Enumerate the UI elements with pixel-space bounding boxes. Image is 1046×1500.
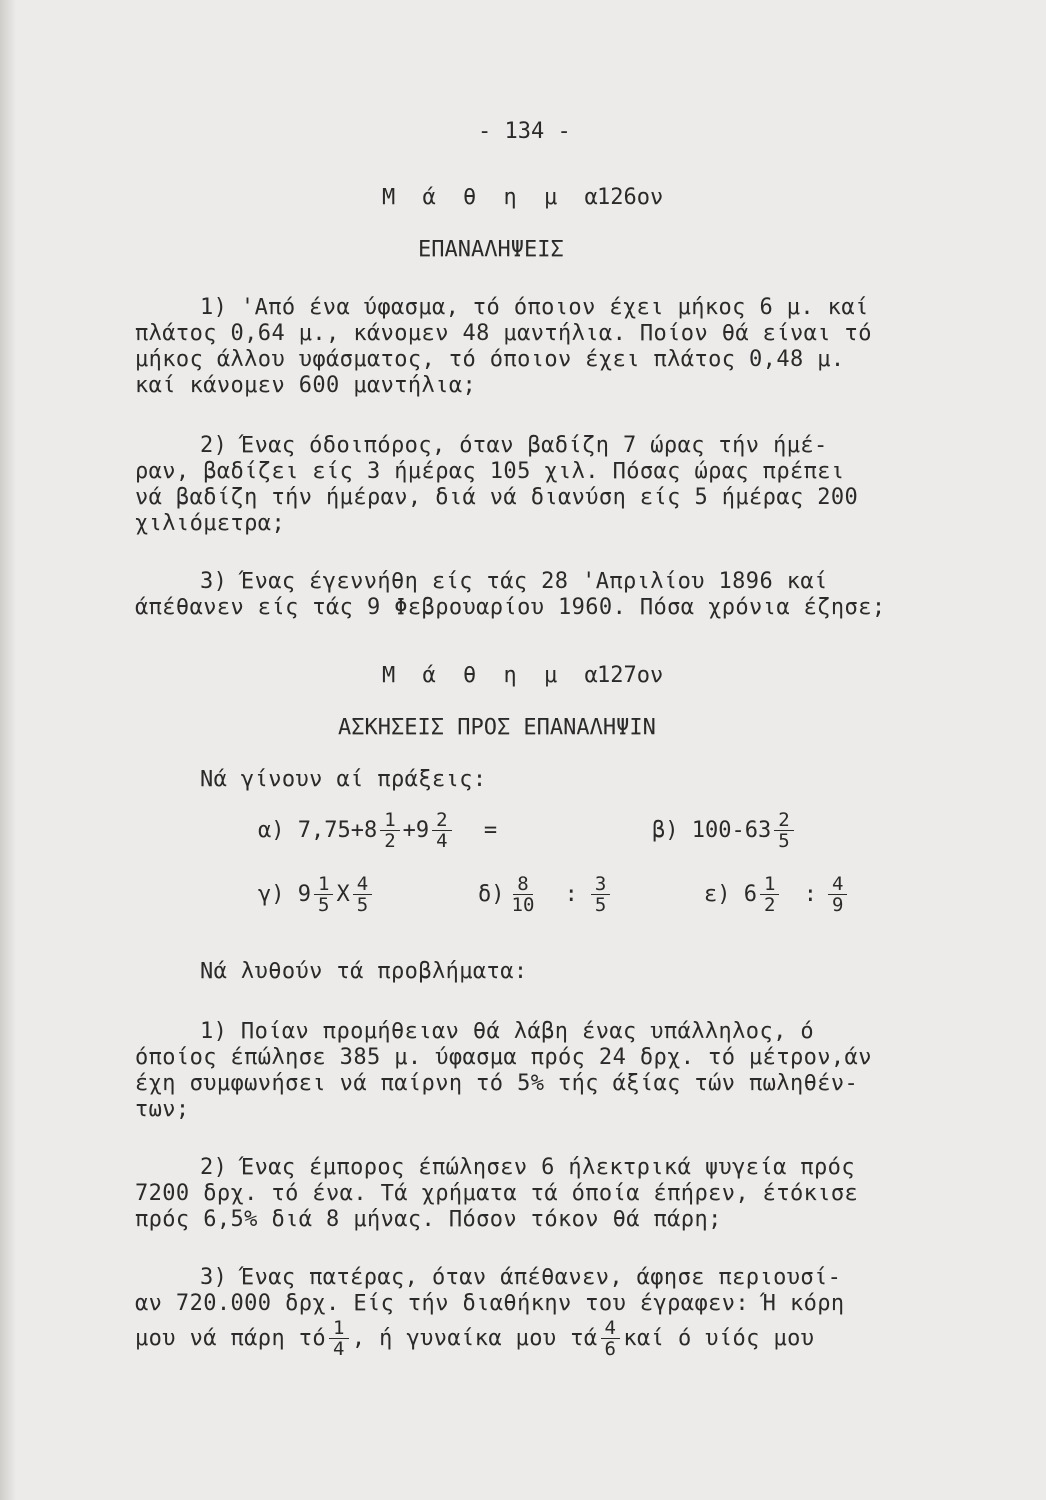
p126-3-line-2: άπέθανεν είς τάς 9 Φεβρουαρίου 1960. Πόσα χρόνια έζησε; [135,595,886,620]
exercise-d-fraction-1 [508,874,539,915]
fraction-denominator: 5 [594,894,607,916]
p127-2-line-3: πρός 6,5% διά 8 μήνας. Πόσον τόκον θά πάρη; [135,1207,722,1232]
lesson-127-number: 127ον [597,663,664,688]
fraction-numerator: 1 [329,1318,349,1339]
exercise-a [258,810,497,851]
p127-2-line-1: 2) Ένας έμπορος έπώλησεν 6 ήλεκτρικά ψυγεία πρός [200,1155,855,1180]
exercise-g-fraction-2 [353,874,372,915]
fraction-numerator: 8 [513,874,532,895]
fraction-numerator: 1 [760,874,779,895]
exercise-g [258,874,375,915]
exercise-b-fraction [774,810,793,851]
fraction-numerator: 2 [774,810,793,831]
p127-3-line-3 [135,1318,814,1359]
p126-1-line-2: πλάτος 0,64 μ., κάνομεν 48 μαντήλια. Ποίον θά είναι τό [135,321,872,346]
last-line-part-b: , ή γυναίκα μου τά [351,1326,598,1351]
fraction-numerator: 3 [591,874,610,895]
lesson-126-heading: ΕΠΑΝΑΛΗΨΕΙΣ [418,237,564,262]
fraction-denominator: 6 [604,1338,617,1360]
fraction-numerator: 2 [432,810,451,831]
fraction-numerator: 1 [314,874,333,895]
exercise-e-mid: : [803,882,817,907]
p127-3-line-1: 3) Ένας πατέρας, όταν άπέθανεν, άφησε περιουσί- [200,1265,842,1290]
lesson-126-title: Μ ά θ η μ α [382,185,605,210]
p126-1-line-4: καί κάνομεν 600 μαντήλια; [135,373,477,398]
page-edge-shadow [0,0,16,1500]
exercise-a-label: α) 7,75+8 [258,818,378,843]
p126-2-line-3: νά βαδίζη τήν ήμέραν, διά νά διανύση είς 5 ήμέρας 200 [135,485,859,510]
fraction-denominator: 4 [436,830,448,852]
fraction-denominator: 5 [317,894,330,916]
p127-3-line-2: αν 720.000 δρχ. Είς τήν διαθήκην του έγραφεν: Ή κόρη [135,1291,845,1316]
fraction-denominator: 4 [333,1338,345,1360]
p126-2-line-1: 2) Ένας όδοιπόρος, όταν βαδίζη 7 ώρας τήν ήμέ- [200,433,828,458]
exercise-d-mid: : [564,882,578,907]
p127-2-line-2: 7200 δρχ. τό ένα. Τά χρήματα τά όποία έπήρεν, έτόκισε [135,1181,859,1206]
lesson-127-heading: ΑΣΚΗΣΕΙΣ ΠΡΟΣ ΕΠΑΝΑΛΗΨΙΝ [338,715,656,740]
fraction-denominator: 5 [356,894,369,916]
fraction-denominator: 2 [763,894,776,916]
p127-1-line-4: των; [135,1097,190,1122]
exercise-e-fraction-2 [828,874,847,915]
exercise-d-fraction-2 [591,874,610,915]
lesson-127-title: Μ ά θ η μ α [382,663,605,688]
fraction-numerator: 1 [380,810,399,831]
exercise-e-fraction-1 [760,874,779,915]
exercise-g-label: γ) 9 [258,882,311,907]
fraction-denominator: 9 [831,894,844,916]
last-line-fraction-1 [329,1318,349,1359]
fraction-numerator: 4 [353,874,372,895]
exercise-g-mid: X [336,882,350,907]
operations-intro: Νά γίνουν αί πράξεις: [200,767,487,792]
last-line-part-c: καί ό υίός μου [623,1326,815,1351]
fraction-denominator: 5 [778,830,790,852]
lesson-126-number: 126ον [597,185,664,210]
p126-3-line-1: 3) Ένας έγεννήθη είς τάς 28 'Απριλίου 1896 καί [200,569,828,594]
p126-1-line-3: μήκος άλλου υφάσματος, τό όποιον έχει πλάτος 0,48 μ. [135,347,845,372]
exercise-e-label: ε) 6 [704,882,757,907]
p126-1-line-1: 1) 'Από ένα ύφασμα, τό όποιον έχει μήκος 6 μ. καί [200,295,869,320]
exercise-g-fraction-1 [314,874,333,915]
fraction-numerator: 4 [601,1318,621,1339]
exercise-a-mid: +9 [402,818,430,843]
exercise-d [478,874,613,915]
p127-1-line-2: όποίος έπώλησε 385 μ. ύφασμα πρός 24 δρχ. τό μέτρον,άν [135,1045,872,1070]
p126-2-line-2: ραν, βαδίζει είς 3 ήμέρας 105 χιλ. Πόσας ώρας πρέπει [135,459,845,484]
p126-2-line-4: χιλιόμετρα; [135,511,286,536]
exercise-a-equals: = [483,818,498,843]
exercise-d-label: δ) [478,882,505,907]
exercise-a-fraction-1 [380,810,399,851]
last-line-fraction-2 [601,1318,621,1359]
exercise-a-fraction-2 [432,810,451,851]
exercise-e [704,874,850,915]
problems-intro: Νά λυθούν τά προβλήματα: [200,959,528,984]
p127-1-line-3: έχη συμφωνήσει νά παίρνη τό 5% τής άξίας τών πωληθέν- [135,1071,859,1096]
exercise-b-label: β) 100-63 [652,818,772,843]
fraction-numerator: 4 [828,874,847,895]
page-number: - 134 - [478,119,571,144]
fraction-denominator: 10 [511,894,535,916]
fraction-denominator: 2 [384,830,396,852]
last-line-part-a: μου νά πάρη τό [135,1326,327,1351]
exercise-b [652,810,797,851]
p127-1-line-1: 1) Ποίαν προμήθειαν θά λάβη ένας υπάλληλος, ό [200,1019,815,1044]
